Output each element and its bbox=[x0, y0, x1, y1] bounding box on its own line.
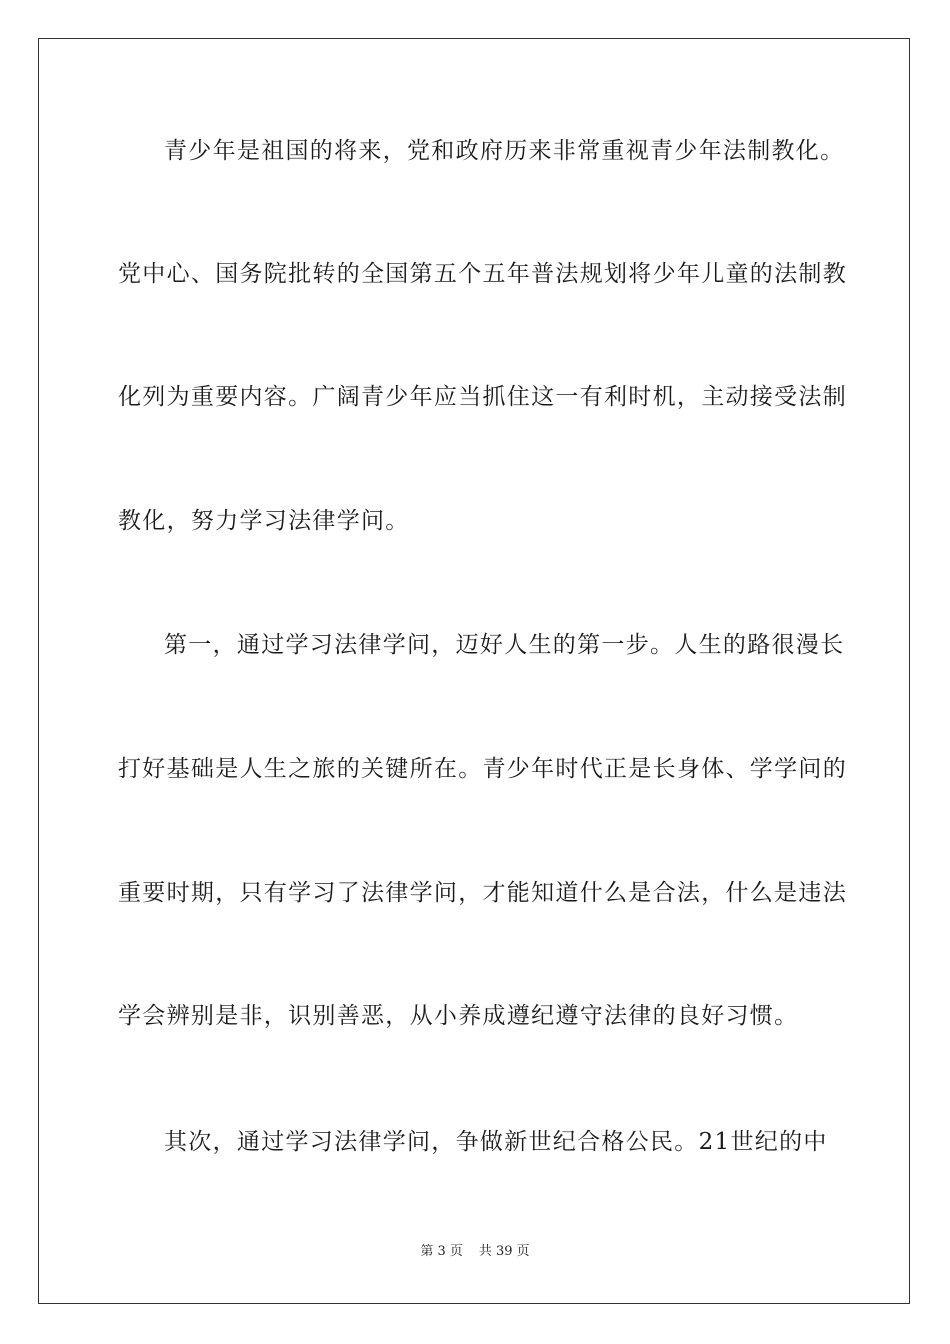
page-border bbox=[38, 38, 910, 1304]
paragraph-line: 化列为重要内容。广阔青少年应当抓住这一有利时机，主动接受法制 bbox=[118, 384, 847, 410]
paragraph-line: 党中心、国务院批转的全国第五个五年普法规划将少年儿童的法制教 bbox=[118, 261, 847, 287]
page-total: 共 39 页 bbox=[478, 1244, 530, 1259]
paragraph-line: 教化，努力学习法律学问。 bbox=[118, 508, 410, 534]
page-number: 第 3 页 bbox=[420, 1244, 463, 1259]
paragraph-line: 第一，通过学习法律学问，迈好人生的第一步。人生的路很漫长 bbox=[164, 632, 845, 658]
paragraph-line: 其次，通过学习法律学问，争做新世纪合格公民。21世纪的中 bbox=[164, 1129, 828, 1155]
paragraph-line: 重要时期，只有学习了法律学问，才能知道什么是合法，什么是违法 bbox=[118, 880, 847, 906]
page-footer bbox=[0, 1244, 950, 1260]
paragraph-line: 青少年是祖国的将来，党和政府历来非常重视青少年法制教化。 bbox=[164, 138, 845, 164]
paragraph-line: 学会辨别是非，识别善恶，从小养成遵纪遵守法律的良好习惯。 bbox=[118, 1003, 799, 1029]
paragraph-line: 打好基础是人生之旅的关键所在。青少年时代正是长身体、学学问的 bbox=[118, 756, 847, 782]
